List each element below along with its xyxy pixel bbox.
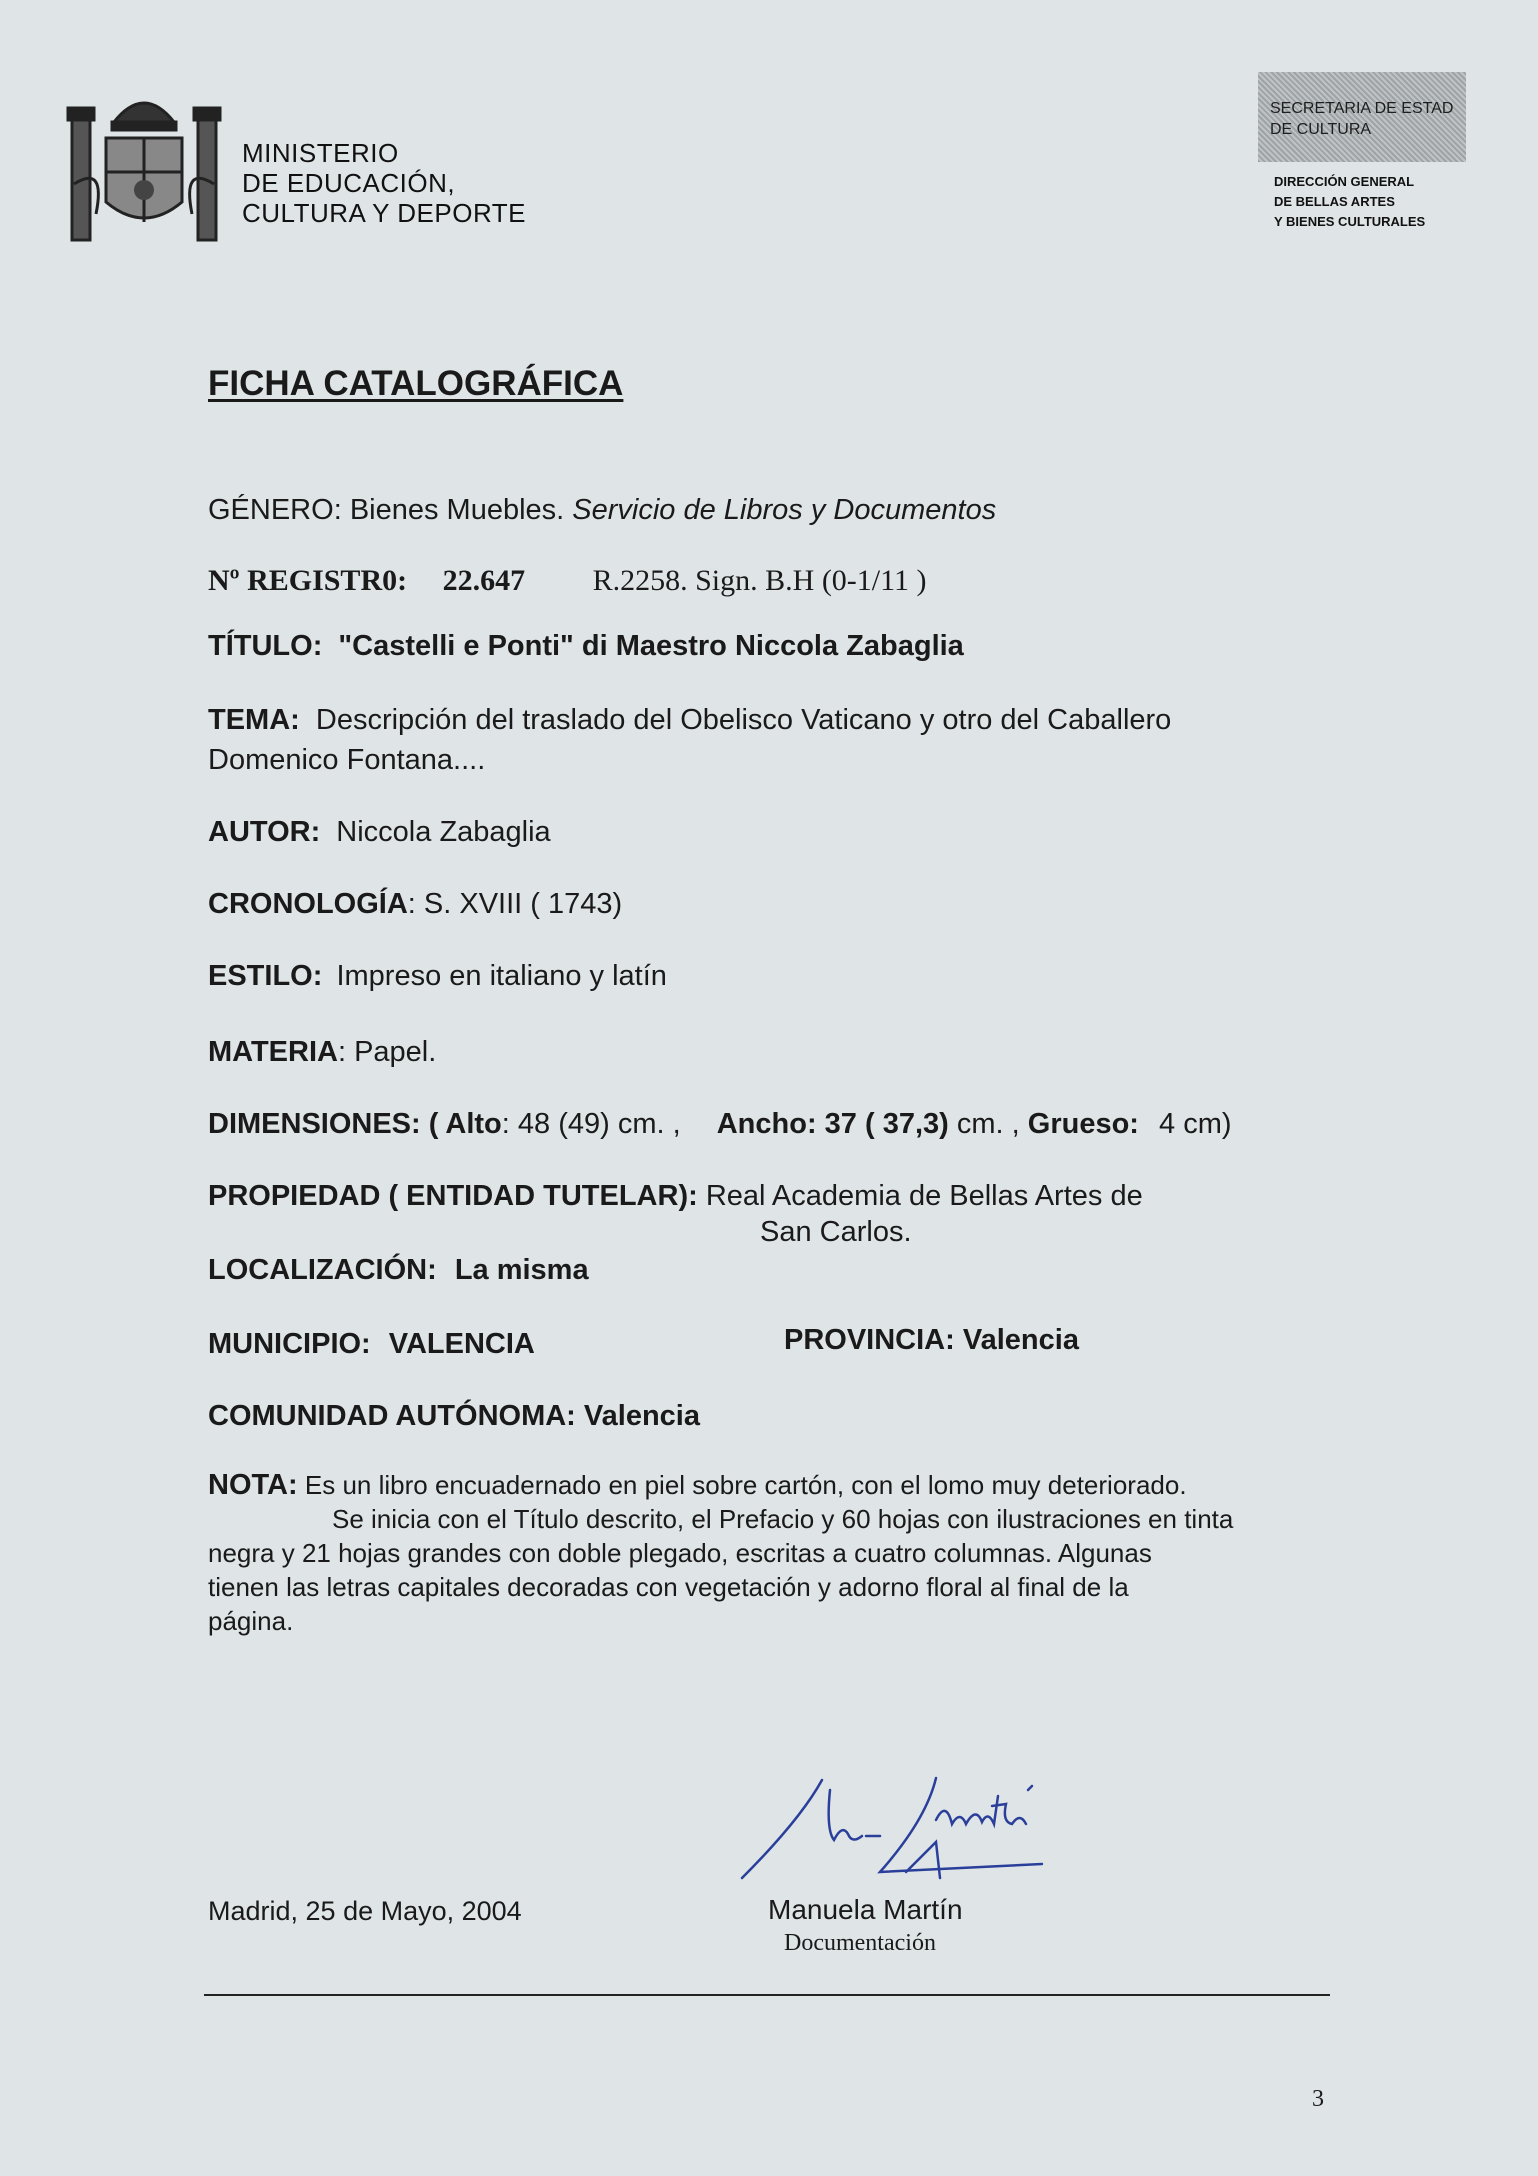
- cronologia-label: CRONOLOGÍA: [208, 888, 408, 920]
- localizacion-label: LOCALIZACIÓN:: [208, 1254, 437, 1286]
- signer-role: Documentación: [784, 1930, 936, 1956]
- secretaria-stamp: [1258, 72, 1466, 162]
- propiedad-value-line2: San Carlos.: [760, 1216, 912, 1248]
- coat-of-arms-emblem: [66, 84, 222, 250]
- genero-value-italic: Servicio de Libros y Documentos: [572, 494, 997, 526]
- autor-value: Niccola Zabaglia: [336, 816, 551, 848]
- colon: :: [501, 1108, 518, 1140]
- genero-value: Bienes Muebles.: [349, 494, 565, 526]
- localizacion-value: La misma: [454, 1254, 589, 1286]
- field-genero: [208, 494, 996, 527]
- dimensiones-grueso-label: Grueso:: [1027, 1108, 1139, 1140]
- nota-line: negra y 21 hojas grandes con doble plegado, escritas a cuatro columnas. Algunas: [208, 1538, 1152, 1568]
- direccion-line: DIRECCIÓN GENERAL: [1274, 174, 1415, 189]
- nota-line: tienen las letras capitales decoradas con vegetación y adorno floral al final de la: [208, 1572, 1129, 1602]
- secretaria-line: SECRETARIA DE ESTAD: [1270, 100, 1454, 117]
- materia-value: Papel.: [354, 1036, 437, 1068]
- nota-label: NOTA:: [208, 1469, 298, 1501]
- materia-label: MATERIA: [208, 1036, 338, 1068]
- field-dimensiones: [208, 1108, 1232, 1141]
- dimensiones-alto: 48 (49) cm. ,: [517, 1108, 681, 1140]
- field-cronologia: [208, 888, 622, 921]
- footer-divider: [204, 1994, 1330, 1996]
- dimensiones-label: DIMENSIONES: ( Alto: [208, 1108, 502, 1140]
- nota-line: página.: [208, 1606, 294, 1636]
- field-nota: [208, 1468, 1348, 1638]
- page-number: 3: [1312, 2086, 1324, 2112]
- genero-label: GÉNERO: [208, 494, 334, 526]
- field-municipio: [208, 1328, 535, 1361]
- field-titulo: [208, 630, 964, 663]
- propiedad-value-line1: Real Academia de Bellas Artes de: [705, 1180, 1143, 1212]
- tema-value-line2: Domenico Fontana....: [208, 744, 486, 776]
- municipio-value: VALENCIA: [388, 1328, 535, 1360]
- direccion-line: DE BELLAS ARTES: [1274, 194, 1395, 209]
- signer-name: Manuela Martín: [768, 1894, 963, 1925]
- cronologia-value: S. XVIII ( 1743): [423, 888, 623, 920]
- titulo-label: TÍTULO:: [208, 630, 323, 662]
- estilo-label: ESTILO:: [208, 960, 323, 992]
- field-estilo: [208, 960, 667, 993]
- dimensiones-grueso-value: 4 cm): [1159, 1108, 1232, 1140]
- field-provincia: [784, 1324, 1079, 1357]
- propiedad-label: PROPIEDAD ( ENTIDAD TUTELAR):: [208, 1180, 698, 1212]
- colon: :: [407, 888, 424, 920]
- field-comunidad: [208, 1400, 700, 1433]
- ministry-line: MINISTERIO: [242, 138, 399, 168]
- ministry-line: CULTURA Y DEPORTE: [242, 198, 526, 228]
- dimensiones-ancho-label: Ancho: 37 ( 37,3): [716, 1108, 949, 1140]
- nota-line-text: Es un libro encuadernado en piel sobre cartón, con el lomo muy deteriorado.: [304, 1470, 1187, 1500]
- field-autor: [208, 816, 551, 849]
- secretaria-line: DE CULTURA: [1270, 121, 1372, 138]
- comunidad-value: Valencia: [583, 1400, 700, 1432]
- titulo-value: "Castelli e Ponti" di Maestro Niccola Zabaglia: [338, 630, 964, 662]
- nota-line: [208, 1468, 1348, 1502]
- registro-ref: R.2258. Sign. B.H (0-1/11 ): [592, 564, 927, 597]
- field-materia: [208, 1036, 436, 1069]
- field-propiedad: [208, 1180, 1143, 1213]
- provincia-label: PROVINCIA:: [784, 1324, 955, 1356]
- field-localizacion: [208, 1254, 589, 1287]
- dimensiones-ancho-unit: cm. ,: [956, 1108, 1020, 1140]
- colon: :: [337, 1036, 355, 1068]
- registro-label: Nº REGISTR0:: [208, 564, 408, 597]
- tema-label: TEMA:: [208, 704, 300, 736]
- municipio-label: MUNICIPIO:: [208, 1328, 371, 1360]
- ministry-name: [242, 138, 526, 228]
- field-tema: [208, 704, 1171, 737]
- tema-value-line1: Descripción del traslado del Obelisco Vaticano y otro del Caballero: [315, 704, 1172, 736]
- field-registro: [208, 564, 927, 598]
- registro-number: 22.647: [442, 564, 526, 597]
- autor-label: AUTOR:: [208, 816, 321, 848]
- nota-line: Se inicia con el Título descrito, el Prefacio y 60 hojas con ilustraciones en tinta: [332, 1504, 1234, 1534]
- provincia-value: Valencia: [962, 1324, 1079, 1356]
- direccion-line: Y BIENES CULTURALES: [1274, 214, 1426, 229]
- page-title: FICHA CATALOGRÁFICA: [208, 364, 624, 403]
- colon: :: [333, 494, 350, 526]
- handwritten-signature: [730, 1760, 1090, 1890]
- direccion-general: [1274, 172, 1425, 232]
- comunidad-label: COMUNIDAD AUTÓNOMA:: [208, 1400, 576, 1432]
- document-date: Madrid, 25 de Mayo, 2004: [208, 1896, 522, 1926]
- ministry-line: DE EDUCACIÓN,: [242, 168, 456, 198]
- estilo-value: Impreso en italiano y latín: [336, 960, 667, 992]
